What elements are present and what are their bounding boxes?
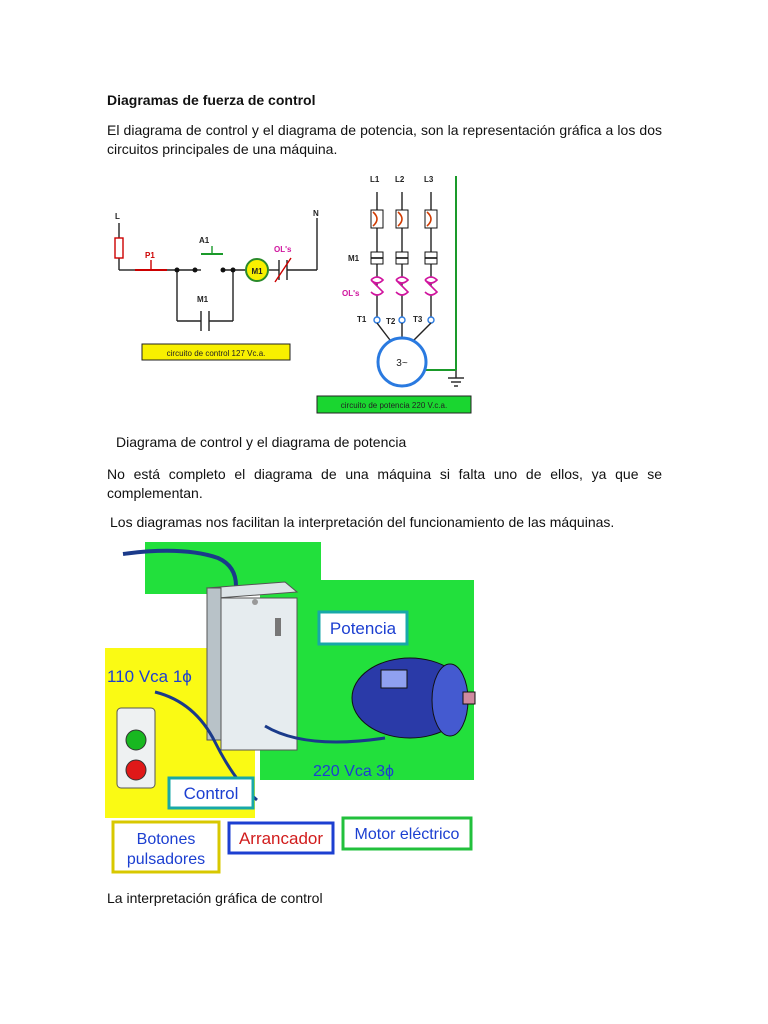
- label-ols-control: OL's: [274, 245, 292, 254]
- label-t2: T2: [386, 317, 396, 326]
- push-button-station: [117, 708, 155, 788]
- label-n: N: [313, 209, 319, 218]
- label-ols-power: OL's: [342, 289, 360, 298]
- label-l1: L1: [370, 175, 380, 184]
- motor-symbol-label: 3~: [396, 358, 408, 369]
- label-l2: L2: [395, 175, 405, 184]
- intro-paragraph: El diagrama de control y el diagrama de potencia, son la representación gráfica a los dos circuitos principales de una máquina.: [107, 122, 662, 157]
- start-button: [126, 730, 146, 750]
- label-t3: T3: [413, 315, 423, 324]
- voltage-220-label: 220 Vca 3ϕ: [313, 763, 395, 780]
- label-p1: P1: [145, 251, 155, 260]
- control-label: Control: [183, 784, 239, 803]
- power-box-text: circuito de potencia 220 V.c.a.: [340, 401, 448, 410]
- voltage-110-label: 110 Vca 1ϕ: [107, 667, 192, 686]
- control-illustration: [105, 540, 477, 875]
- arrancador-label: Arrancador: [238, 829, 324, 848]
- label-l: L: [115, 212, 120, 221]
- coil-label: M1: [251, 267, 263, 276]
- motor-label: Motor eléctrico: [354, 826, 460, 843]
- label-m1-contact: M1: [197, 295, 209, 304]
- potencia-label: Potencia: [329, 619, 397, 638]
- note-paragraph-2: Los diagramas nos facilitan la interpretación del funcionamiento de las máquinas.: [110, 514, 615, 530]
- control-power-diagram: [105, 168, 485, 420]
- control-box-text: circuito de control 127 Vc.a.: [166, 349, 266, 358]
- label-m1-power: M1: [348, 254, 360, 263]
- control-circuit: [115, 218, 317, 331]
- page-heading: Diagramas de fuerza de control: [107, 92, 316, 108]
- figure2-caption: La interpretación gráfica de control: [107, 890, 323, 906]
- botones-label-line2: pulsadores: [126, 851, 206, 868]
- botones-label-line1: Botones: [136, 831, 196, 848]
- figure1-caption: Diagrama de control y el diagrama de potencia: [116, 434, 407, 450]
- label-l3: L3: [424, 175, 434, 184]
- label-a1: A1: [199, 236, 210, 245]
- stop-button: [126, 760, 146, 780]
- label-t1: T1: [357, 315, 367, 324]
- electric-motor: [352, 658, 475, 738]
- note-paragraph-1: No está completo el diagrama de una máquina si falta uno de ellos, ya que se complementan.: [107, 466, 662, 501]
- starter-cabinet: [207, 582, 297, 750]
